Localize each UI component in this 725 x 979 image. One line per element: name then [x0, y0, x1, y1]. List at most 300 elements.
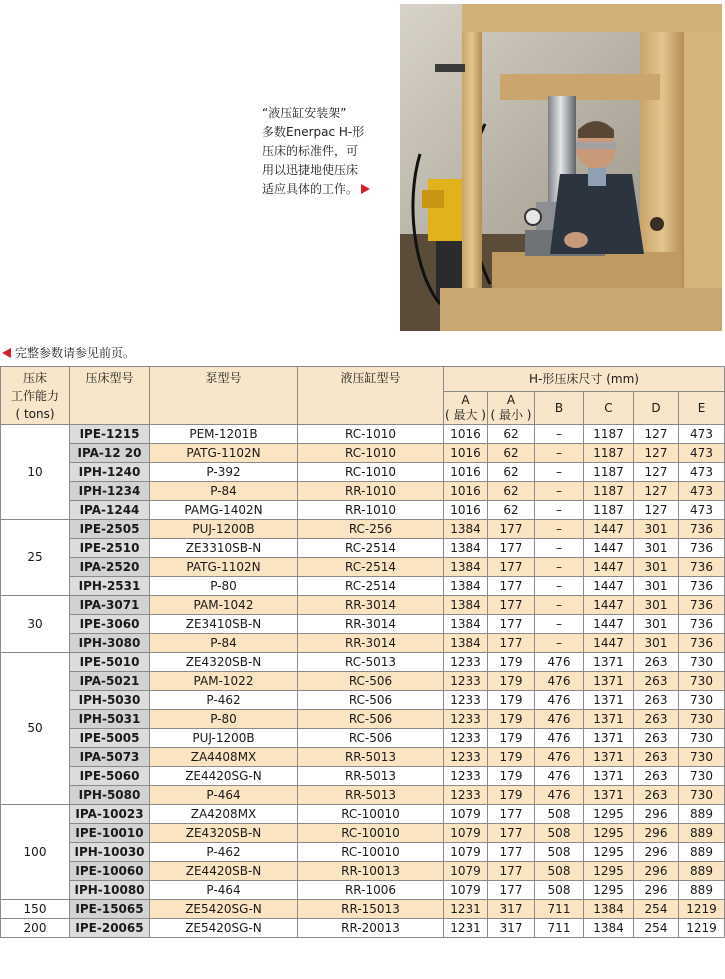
e-cell: 730 [679, 672, 725, 691]
c-cell: 1371 [584, 748, 634, 767]
table-row [1, 482, 725, 501]
a-min-cell: 179 [488, 748, 535, 767]
pump-cell: ZE5420SG-N [150, 900, 298, 919]
a-max-cell: 1016 [444, 501, 488, 520]
d-cell: 301 [634, 558, 679, 577]
b-cell: – [535, 501, 584, 520]
caption-line: 压床的标准件，可 [262, 144, 359, 158]
b-cell: – [535, 577, 584, 596]
table-row [1, 748, 725, 767]
a-min-cell: 179 [488, 767, 535, 786]
e-cell: 730 [679, 691, 725, 710]
b-cell: – [535, 425, 584, 444]
table-row [1, 767, 725, 786]
capacity-cell: 25 [1, 520, 70, 596]
capacity-cell: 10 [1, 425, 70, 520]
a-min-cell: 62 [488, 425, 535, 444]
table-row [1, 900, 725, 919]
header-a-max: A ( 最大 ) [444, 392, 488, 425]
e-cell: 1219 [679, 919, 725, 938]
pump-cell: P-80 [150, 710, 298, 729]
pointer-arrow-icon [361, 184, 370, 194]
header-dimensions: H-形压床尺寸 (mm) [444, 367, 725, 392]
model-cell: IPH-10030 [70, 843, 150, 862]
press-photo-illustration [400, 4, 722, 331]
header-pump: 泵型号 [150, 367, 298, 425]
pump-cell: ZE4320SB-N [150, 653, 298, 672]
b-cell: – [535, 634, 584, 653]
cylinder-cell: RC-506 [298, 672, 444, 691]
table-row [1, 577, 725, 596]
a-max-cell: 1016 [444, 463, 488, 482]
cylinder-cell: RR-3014 [298, 596, 444, 615]
model-cell: IPE-2505 [70, 520, 150, 539]
table-row [1, 691, 725, 710]
model-cell: IPE-10060 [70, 862, 150, 881]
table-row [1, 634, 725, 653]
header-capacity-line: ( tons) [15, 406, 55, 421]
model-cell: IPE-5010 [70, 653, 150, 672]
cylinder-cell: RR-3014 [298, 634, 444, 653]
cylinder-cell: RR-5013 [298, 767, 444, 786]
a-min-cell: 62 [488, 463, 535, 482]
b-cell: – [535, 615, 584, 634]
capacity-cell: 200 [1, 919, 70, 938]
caption-line: 多数Enerpac H-形 [262, 125, 365, 139]
b-cell: 508 [535, 843, 584, 862]
a-min-cell: 179 [488, 710, 535, 729]
model-cell: IPH-5030 [70, 691, 150, 710]
model-cell: IPH-2531 [70, 577, 150, 596]
a-max-cell: 1233 [444, 748, 488, 767]
a-max-cell: 1233 [444, 729, 488, 748]
pump-cell: ZA4208MX [150, 805, 298, 824]
a-min-cell: 62 [488, 482, 535, 501]
b-cell: 508 [535, 824, 584, 843]
c-cell: 1371 [584, 672, 634, 691]
b-cell: – [535, 463, 584, 482]
e-cell: 889 [679, 824, 725, 843]
c-cell: 1187 [584, 463, 634, 482]
capacity-cell: 50 [1, 653, 70, 805]
table-row [1, 501, 725, 520]
model-cell: IPE-5060 [70, 767, 150, 786]
a-max-cell: 1233 [444, 710, 488, 729]
cylinder-cell: RC-5013 [298, 653, 444, 672]
table-row [1, 843, 725, 862]
d-cell: 263 [634, 729, 679, 748]
pump-cell: PUJ-1200B [150, 729, 298, 748]
a-max-cell: 1079 [444, 843, 488, 862]
c-cell: 1384 [584, 919, 634, 938]
table-row [1, 710, 725, 729]
pump-cell: ZE3310SB-N [150, 539, 298, 558]
table-row [1, 558, 725, 577]
cylinder-cell: RR-15013 [298, 900, 444, 919]
model-cell: IPA-1244 [70, 501, 150, 520]
c-cell: 1187 [584, 482, 634, 501]
pump-cell: PUJ-1200B [150, 520, 298, 539]
a-min-cell: 177 [488, 824, 535, 843]
e-cell: 736 [679, 539, 725, 558]
c-cell: 1371 [584, 710, 634, 729]
c-cell: 1447 [584, 558, 634, 577]
a-min-cell: 177 [488, 862, 535, 881]
a-min-cell: 179 [488, 653, 535, 672]
table-row [1, 653, 725, 672]
e-cell: 473 [679, 463, 725, 482]
d-cell: 263 [634, 786, 679, 805]
c-cell: 1447 [584, 539, 634, 558]
a-min-cell: 179 [488, 691, 535, 710]
model-cell: IPH-10080 [70, 881, 150, 900]
a-min-cell: 62 [488, 501, 535, 520]
a-max-cell: 1233 [444, 672, 488, 691]
e-cell: 889 [679, 862, 725, 881]
table-row [1, 729, 725, 748]
cylinder-cell: RC-1010 [298, 463, 444, 482]
c-cell: 1371 [584, 691, 634, 710]
d-cell: 263 [634, 767, 679, 786]
e-cell: 736 [679, 558, 725, 577]
d-cell: 254 [634, 919, 679, 938]
pump-cell: P-392 [150, 463, 298, 482]
c-cell: 1187 [584, 501, 634, 520]
c-cell: 1295 [584, 881, 634, 900]
model-cell: IPE-10010 [70, 824, 150, 843]
a-min-cell: 179 [488, 729, 535, 748]
d-cell: 127 [634, 482, 679, 501]
d-cell: 301 [634, 539, 679, 558]
note-text: 完整参数请参见前页。 [15, 346, 136, 360]
model-cell: IPA-3071 [70, 596, 150, 615]
b-cell: 711 [535, 900, 584, 919]
e-cell: 473 [679, 425, 725, 444]
e-cell: 889 [679, 881, 725, 900]
spec-table [0, 366, 725, 938]
b-cell: – [535, 539, 584, 558]
e-cell: 889 [679, 843, 725, 862]
pump-cell: ZE4320SB-N [150, 824, 298, 843]
header-d: D [634, 392, 679, 425]
a-min-cell: 317 [488, 900, 535, 919]
cylinder-cell: RC-1010 [298, 444, 444, 463]
c-cell: 1295 [584, 862, 634, 881]
table-row [1, 919, 725, 938]
b-cell: 711 [535, 919, 584, 938]
b-cell: 476 [535, 786, 584, 805]
cylinder-cell: RR-10013 [298, 862, 444, 881]
a-max-cell: 1233 [444, 653, 488, 672]
c-cell: 1447 [584, 596, 634, 615]
d-cell: 296 [634, 862, 679, 881]
d-cell: 301 [634, 634, 679, 653]
pump-cell: P-462 [150, 691, 298, 710]
table-row [1, 862, 725, 881]
spec-table-body [1, 425, 725, 938]
cylinder-cell: RC-10010 [298, 843, 444, 862]
a-min-cell: 177 [488, 843, 535, 862]
c-cell: 1447 [584, 577, 634, 596]
header-a-min: A ( 最小 ) [488, 392, 535, 425]
e-cell: 730 [679, 767, 725, 786]
c-cell: 1187 [584, 444, 634, 463]
d-cell: 301 [634, 520, 679, 539]
c-cell: 1447 [584, 634, 634, 653]
b-cell: – [535, 558, 584, 577]
a-min-cell: 177 [488, 558, 535, 577]
c-cell: 1187 [584, 425, 634, 444]
d-cell: 263 [634, 691, 679, 710]
pump-cell: ZE5420SG-N [150, 919, 298, 938]
e-cell: 730 [679, 710, 725, 729]
a-min-cell: 177 [488, 615, 535, 634]
header-c: C [584, 392, 634, 425]
e-cell: 730 [679, 786, 725, 805]
d-cell: 254 [634, 900, 679, 919]
d-cell: 301 [634, 615, 679, 634]
d-cell: 263 [634, 653, 679, 672]
pump-cell: ZE4420SG-N [150, 767, 298, 786]
a-min-cell: 62 [488, 444, 535, 463]
a-max-cell: 1079 [444, 862, 488, 881]
b-cell: 476 [535, 748, 584, 767]
b-cell: – [535, 520, 584, 539]
a-max-cell: 1384 [444, 615, 488, 634]
model-cell: IPA-5021 [70, 672, 150, 691]
cylinder-cell: RR-20013 [298, 919, 444, 938]
b-cell: 476 [535, 729, 584, 748]
cylinder-cell: RC-506 [298, 691, 444, 710]
c-cell: 1295 [584, 805, 634, 824]
caption-line: 适应具体的工作。 [262, 182, 359, 196]
header-capacity-line: 工作能力 [10, 388, 59, 403]
cylinder-cell: RC-2514 [298, 539, 444, 558]
d-cell: 127 [634, 425, 679, 444]
b-cell: – [535, 482, 584, 501]
a-max-cell: 1231 [444, 900, 488, 919]
d-cell: 263 [634, 748, 679, 767]
cylinder-cell: RR-5013 [298, 748, 444, 767]
pump-cell: PAM-1042 [150, 596, 298, 615]
table-row [1, 881, 725, 900]
a-max-cell: 1233 [444, 786, 488, 805]
table-row [1, 805, 725, 824]
a-min-cell: 177 [488, 881, 535, 900]
model-cell: IPH-1234 [70, 482, 150, 501]
cylinder-cell: RR-1010 [298, 482, 444, 501]
pump-cell: PATG-1102N [150, 444, 298, 463]
e-cell: 736 [679, 596, 725, 615]
header-capacity [1, 367, 70, 425]
pump-cell: PAMG-1402N [150, 501, 298, 520]
table-row [1, 444, 725, 463]
b-cell: – [535, 596, 584, 615]
cylinder-cell: RR-3014 [298, 615, 444, 634]
a-max-cell: 1384 [444, 539, 488, 558]
a-min-cell: 177 [488, 520, 535, 539]
c-cell: 1371 [584, 729, 634, 748]
e-cell: 473 [679, 501, 725, 520]
d-cell: 296 [634, 843, 679, 862]
table-row [1, 520, 725, 539]
cylinder-cell: RR-1006 [298, 881, 444, 900]
cylinder-cell: RC-10010 [298, 805, 444, 824]
a-max-cell: 1079 [444, 881, 488, 900]
c-cell: 1295 [584, 824, 634, 843]
a-min-cell: 317 [488, 919, 535, 938]
table-row [1, 824, 725, 843]
reference-note [2, 344, 135, 361]
press-photo [400, 4, 722, 331]
d-cell: 296 [634, 881, 679, 900]
e-cell: 730 [679, 653, 725, 672]
table-row [1, 463, 725, 482]
e-cell: 736 [679, 634, 725, 653]
model-cell: IPA-10023 [70, 805, 150, 824]
model-cell: IPE-2510 [70, 539, 150, 558]
e-cell: 889 [679, 805, 725, 824]
e-cell: 736 [679, 577, 725, 596]
a-max-cell: 1233 [444, 767, 488, 786]
capacity-cell: 150 [1, 900, 70, 919]
table-row [1, 615, 725, 634]
model-cell: IPH-3080 [70, 634, 150, 653]
b-cell: 508 [535, 881, 584, 900]
cylinder-cell: RC-1010 [298, 425, 444, 444]
table-row [1, 672, 725, 691]
table-row [1, 425, 725, 444]
model-cell: IPA-2520 [70, 558, 150, 577]
d-cell: 127 [634, 444, 679, 463]
cylinder-cell: RR-1010 [298, 501, 444, 520]
b-cell: 508 [535, 862, 584, 881]
pump-cell: P-464 [150, 881, 298, 900]
pointer-arrow-icon [2, 348, 11, 358]
a-min-cell: 177 [488, 634, 535, 653]
d-cell: 296 [634, 805, 679, 824]
pump-cell: PATG-1102N [150, 558, 298, 577]
e-cell: 736 [679, 520, 725, 539]
pump-cell: PAM-1022 [150, 672, 298, 691]
caption-line: “液压缸安装架” [262, 106, 347, 120]
model-cell: IPE-5005 [70, 729, 150, 748]
photo-caption [262, 104, 398, 199]
b-cell: 508 [535, 805, 584, 824]
d-cell: 127 [634, 463, 679, 482]
d-cell: 263 [634, 710, 679, 729]
header-b: B [535, 392, 584, 425]
pump-cell: P-80 [150, 577, 298, 596]
e-cell: 730 [679, 748, 725, 767]
cylinder-cell: RC-2514 [298, 577, 444, 596]
model-cell: IPE-3060 [70, 615, 150, 634]
cylinder-cell: RC-2514 [298, 558, 444, 577]
b-cell: 476 [535, 672, 584, 691]
a-min-cell: 177 [488, 539, 535, 558]
pump-cell: P-464 [150, 786, 298, 805]
e-cell: 473 [679, 482, 725, 501]
c-cell: 1371 [584, 767, 634, 786]
d-cell: 301 [634, 596, 679, 615]
e-cell: 736 [679, 615, 725, 634]
pump-cell: P-84 [150, 482, 298, 501]
a-min-cell: 177 [488, 577, 535, 596]
model-cell: IPE-20065 [70, 919, 150, 938]
b-cell: – [535, 444, 584, 463]
d-cell: 296 [634, 824, 679, 843]
model-cell: IPE-15065 [70, 900, 150, 919]
pump-cell: P-84 [150, 634, 298, 653]
a-max-cell: 1384 [444, 558, 488, 577]
a-max-cell: 1016 [444, 482, 488, 501]
a-max-cell: 1384 [444, 596, 488, 615]
e-cell: 473 [679, 444, 725, 463]
table-row [1, 786, 725, 805]
pump-cell: ZE3410SB-N [150, 615, 298, 634]
cylinder-cell: RC-506 [298, 729, 444, 748]
a-max-cell: 1016 [444, 425, 488, 444]
header-e: E [679, 392, 725, 425]
cylinder-cell: RC-10010 [298, 824, 444, 843]
d-cell: 301 [634, 577, 679, 596]
table-row [1, 596, 725, 615]
a-max-cell: 1384 [444, 520, 488, 539]
table-row [1, 539, 725, 558]
e-cell: 730 [679, 729, 725, 748]
caption-line: 用以迅捷地使压床 [262, 163, 359, 177]
header-capacity-line: 压床 [22, 370, 47, 385]
cylinder-cell: RC-506 [298, 710, 444, 729]
a-min-cell: 179 [488, 786, 535, 805]
c-cell: 1371 [584, 786, 634, 805]
c-cell: 1384 [584, 900, 634, 919]
cylinder-cell: RC-256 [298, 520, 444, 539]
c-cell: 1371 [584, 653, 634, 672]
a-max-cell: 1384 [444, 634, 488, 653]
pump-cell: PEM-1201B [150, 425, 298, 444]
b-cell: 476 [535, 691, 584, 710]
a-min-cell: 179 [488, 672, 535, 691]
d-cell: 263 [634, 672, 679, 691]
a-min-cell: 177 [488, 596, 535, 615]
model-cell: IPH-1240 [70, 463, 150, 482]
a-max-cell: 1233 [444, 691, 488, 710]
a-min-cell: 177 [488, 805, 535, 824]
c-cell: 1447 [584, 615, 634, 634]
header-cylinder: 液压缸型号 [298, 367, 444, 425]
c-cell: 1447 [584, 520, 634, 539]
b-cell: 476 [535, 767, 584, 786]
model-cell: IPA-12 20 [70, 444, 150, 463]
b-cell: 476 [535, 653, 584, 672]
capacity-cell: 30 [1, 596, 70, 653]
pump-cell: ZE4420SB-N [150, 862, 298, 881]
b-cell: 476 [535, 710, 584, 729]
a-max-cell: 1231 [444, 919, 488, 938]
header-model: 压床型号 [70, 367, 150, 425]
pump-cell: P-462 [150, 843, 298, 862]
a-max-cell: 1079 [444, 805, 488, 824]
model-cell: IPE-1215 [70, 425, 150, 444]
model-cell: IPH-5080 [70, 786, 150, 805]
model-cell: IPA-5073 [70, 748, 150, 767]
d-cell: 127 [634, 501, 679, 520]
capacity-cell: 100 [1, 805, 70, 900]
cylinder-cell: RR-5013 [298, 786, 444, 805]
a-max-cell: 1079 [444, 824, 488, 843]
a-max-cell: 1016 [444, 444, 488, 463]
